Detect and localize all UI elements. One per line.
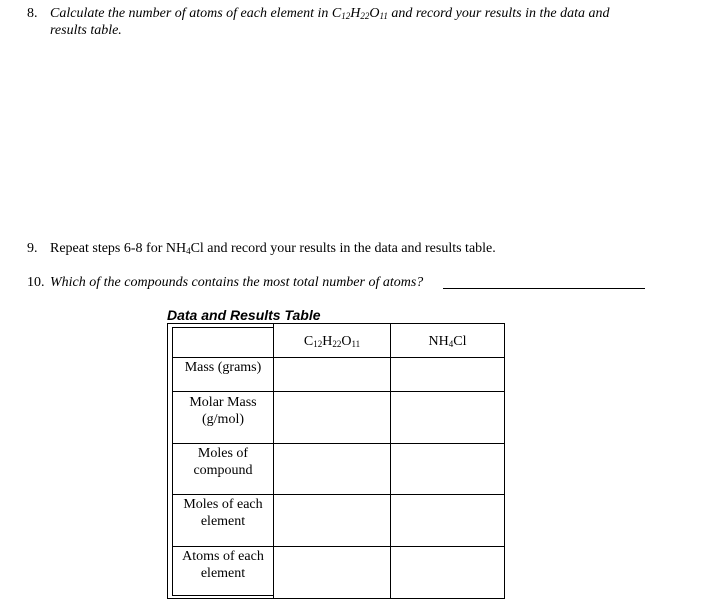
row-label-molar-mass: Molar Mass (g/mol) [189,395,257,427]
table-cell[interactable] [391,547,504,598]
column-header-ammonium-chloride: $NH_4Cl$ [428,334,467,349]
table-title: Data and Results Table [167,307,321,323]
question-9-text: Repeat steps 6-8 for $NH_4Cl$ and record your results in the data and results table. [50,241,496,256]
answer-line [443,288,645,289]
table-cell[interactable] [274,495,390,546]
table-cell[interactable] [274,392,390,443]
question-10-number: 10. [27,275,45,290]
table-cell[interactable] [391,444,504,494]
table-cell[interactable] [391,392,504,443]
table-cell[interactable] [274,547,390,598]
row-label-moles-compound: Moles of compound [193,446,253,478]
row-label-mass: Mass (grams) [184,360,262,375]
question-9 [27,240,667,258]
table-cell[interactable] [274,444,390,494]
row-label-atoms-element: Atoms of each element [182,549,264,581]
question-8-text: Calculate the number of atoms of each element in $C_{12}H_{22}O_{11}$ and record your results in the data and results table. [50,6,610,38]
table-cell[interactable] [391,495,504,546]
table-cell[interactable] [274,358,390,391]
question-9-number: 9. [27,241,38,256]
question-8 [27,5,667,41]
question-10 [27,274,447,292]
question-8-number: 8. [27,6,38,21]
question-10-text: Which of the compounds contains the most total number of atoms? [50,275,424,290]
table-cell[interactable] [391,358,504,391]
column-header-sucrose: $C_{12}H_{22}O_{11}$ [303,334,361,349]
row-label-moles-element: Moles of each element [183,497,263,529]
